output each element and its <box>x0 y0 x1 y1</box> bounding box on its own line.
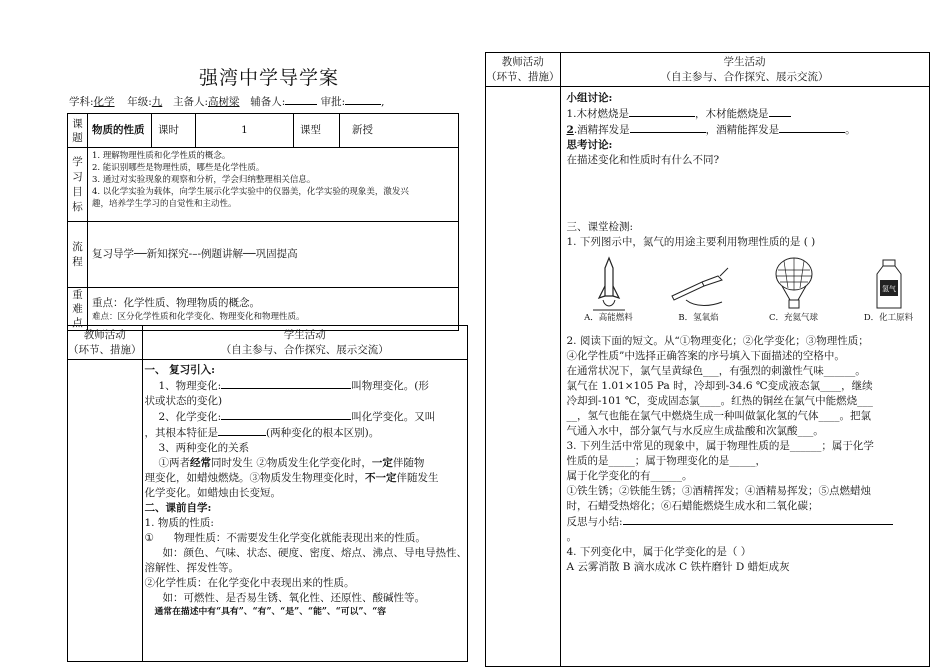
line: 气通入水中，部分氯气与水反应生成盐酸和次氯酸___。 <box>566 425 824 437</box>
period-label: 课时 <box>152 114 196 148</box>
topic-label: 课题 <box>68 114 88 148</box>
line: 如：可燃性、是否易生锈、氧化性、还原性、酸碱性等。 <box>162 592 425 604</box>
line: 氯气在 1.01×105 Pa 时，冷却到-34.6 ℃变成液态氯____，继续 <box>566 380 873 392</box>
line: 属于化学变化的有______。 <box>566 470 693 482</box>
student-col-header <box>142 326 468 360</box>
option-c-label: C．充氦气球 <box>768 313 818 323</box>
option-d-label: D．化工原料 <box>863 313 914 323</box>
period-value: 1 <box>196 114 294 148</box>
line: 化学变化。如蜡烛由长变短。 <box>144 487 281 499</box>
grade-value: 九 <box>151 96 163 108</box>
line: 时，石蜡受热熔化；⑥石蜡能燃烧生成水和二氧化碳； <box>566 500 819 512</box>
line: 2.酒精挥发是 ，酒精能挥发是 。 <box>566 124 856 136</box>
student-col-body <box>142 360 468 662</box>
line: 2、化学变化: 叫化学变化。又叫 <box>158 411 436 423</box>
line: 1.木材燃烧是 ，木材能燃烧是 <box>567 106 929 122</box>
question-2: 2. 阅读下面的短文。从“①物理变化；②化学变化；③物理性质； <box>566 335 869 347</box>
rocket-icon <box>589 256 629 312</box>
line: 理变化，如蜡烛燃烧。③物质发生物理变化时，不一定伴随发生 <box>144 472 439 484</box>
teacher-col-body <box>68 360 143 662</box>
type-value: 新授 <box>340 114 459 148</box>
student-col-header <box>560 53 929 87</box>
page-title: 强湾中学导学案 <box>199 67 340 89</box>
line: ④化学性质”中选择正确答案的序号填入下面描述的空格中。 <box>566 350 845 362</box>
question-1: 1. 下列图示中，氮气的用途主要利用物理性质的是 ( ) <box>566 236 816 248</box>
line: 。 <box>566 531 577 543</box>
line: 3、两种变化的关系 <box>158 442 250 454</box>
question-1-pictures <box>569 256 929 328</box>
bottle-label-text: 氢气 <box>881 285 896 293</box>
student-col-body <box>560 87 929 667</box>
goal-item: 2. 能识别哪些是物理性质，哪些是化学性质。 <box>92 163 265 173</box>
balloon-icon <box>770 256 818 312</box>
goal-item: 4. 以化学实验为载体，向学生展示化学实验中的仪器美，化学实验的现象美，激发兴 <box>92 187 409 197</box>
line: 如：颜色、气味、状态、硬度、密度、熔点、沸点、导电导热性、 <box>162 547 467 559</box>
header-line: 学科:化学 年级:九 主备人:高树梁 辅备人: 审批: , <box>69 96 385 108</box>
teacher-col-title: 教师活动 <box>501 55 544 68</box>
student-col-title: 学生活动 <box>723 55 766 68</box>
teacher-col-sub: （环节、措施） <box>486 70 560 83</box>
line: 通常在描述中有“具有”、“有”、“是”、“能”、“可以”、“容 <box>154 607 387 617</box>
process-text: 复习导学──新知探究-–-例题讲解──巩固提高 <box>88 222 459 288</box>
teacher-col-header <box>486 53 561 87</box>
preparer-label: 主备人: <box>172 96 209 108</box>
line: ①铁生锈；②铁能生锈；③酒精挥发；④酒精易挥发；⑤点燃蜡烛 <box>566 485 871 497</box>
section-classroom-check: 三、课堂检测: <box>566 221 634 233</box>
student-col-sub: （自主参与、合作探究、展示交流） <box>660 70 829 83</box>
review-label: 审批: <box>320 96 346 108</box>
line: 1. 物质的性质: <box>144 517 214 529</box>
option-d <box>849 256 929 328</box>
line: 在通常状况下，氯气呈黄绿色___，有强烈的刺激性气味______。 <box>566 365 866 377</box>
option-a <box>569 256 649 328</box>
line: __，氢气也能在氯气中燃烧生成一种叫做氯化氢的气体____。把氯 <box>566 410 871 422</box>
topic-value: 物质的性质 <box>88 114 152 148</box>
type-label: 课型 <box>294 114 340 148</box>
student-col-title: 学生活动 <box>283 328 326 341</box>
preparer-value: 高树梁 <box>208 96 240 108</box>
teacher-col-sub: （环节、措施） <box>68 343 142 356</box>
line: ，其根本特征是 (两种变化的根本区别)。 <box>144 427 380 439</box>
line: ① 物理性质：不需要发生化学变化就能表现出来的性质。 <box>144 532 426 544</box>
line: 性质的是_____；属于物理变化的是_____， <box>566 455 766 467</box>
hard-point: 难点：区分化学性质和化学变化、物理变化和物理性质。 <box>92 311 305 322</box>
process-label: 流程 <box>68 222 88 288</box>
reflection-line: 反思与小结: <box>567 514 929 530</box>
right-page <box>475 0 950 671</box>
line: ②化学性质：在化学变化中表现出来的性质。 <box>144 577 355 589</box>
line: 在描述变化和性质时有什么不同? <box>566 154 720 166</box>
key-label: 重难点 <box>68 288 88 331</box>
goal-item: 3. 通过对实验现象的观察和分析，学会归纳整理相关信息。 <box>92 175 316 185</box>
section-review: 一、 复习引入: <box>144 364 216 376</box>
goals-label: 学习目标 <box>68 148 88 222</box>
student-col-sub: （自主参与、合作探究、展示交流） <box>220 343 389 356</box>
line: 溶解性、挥发性等。 <box>144 562 239 574</box>
goals-list <box>88 148 459 222</box>
think-discussion-title: 思考讨论: <box>566 139 613 151</box>
activity-table-left <box>67 325 468 662</box>
bottle-icon <box>869 256 909 312</box>
grade-label: 年级: <box>127 96 152 108</box>
subject-label: 学科: <box>69 96 94 108</box>
goal-item: 1. 理解物理性质和化学性质的概念。 <box>92 151 231 161</box>
line: 1、物理变化: 叫物理变化。(形 <box>158 380 429 392</box>
section-preview: 二、课前自学: <box>144 502 212 514</box>
question-3: 3. 下列生活中常见的现象中，属于物理性质的是______；属于化学 <box>566 440 874 452</box>
line: ①两者经常同时发生 ②物质发生化学变化时，一定伴随物 <box>158 457 425 469</box>
teacher-col-header <box>68 326 143 360</box>
info-table <box>67 113 459 331</box>
activity-table-right <box>485 52 930 667</box>
option-c <box>749 256 839 328</box>
welding-torch-icon <box>666 256 732 312</box>
group-discussion-title: 小组讨论: <box>566 92 613 104</box>
teacher-col-body <box>486 87 561 667</box>
option-b-label: B．氢氧焰 <box>678 313 719 323</box>
question-4: 4. 下列变化中，属于化学变化的是（ ） <box>566 546 752 558</box>
goal-item: 趣，培养学生学习的自觉性和主动性。 <box>92 199 237 209</box>
option-b <box>659 256 739 328</box>
option-a-label: A．高能燃料 <box>584 313 633 323</box>
subject-value: 化学 <box>93 96 115 108</box>
line: 状或状态的变化) <box>144 395 223 407</box>
line: 冷却到-101 ℃，变成固态氯____。红热的铜丝在氯气中能燃烧___ <box>566 395 873 407</box>
review-blank <box>345 94 381 105</box>
assistant-label: 辅备人: <box>250 96 286 108</box>
assistant-blank <box>285 94 317 105</box>
question-4-options: A 云雾消散 B 滴水成冰 C 铁杵磨针 D 蜡炬成灰 <box>566 561 790 573</box>
key-point: 重点：化学性质、物理物质的概念。 <box>92 296 260 309</box>
teacher-col-title: 教师活动 <box>83 328 126 341</box>
